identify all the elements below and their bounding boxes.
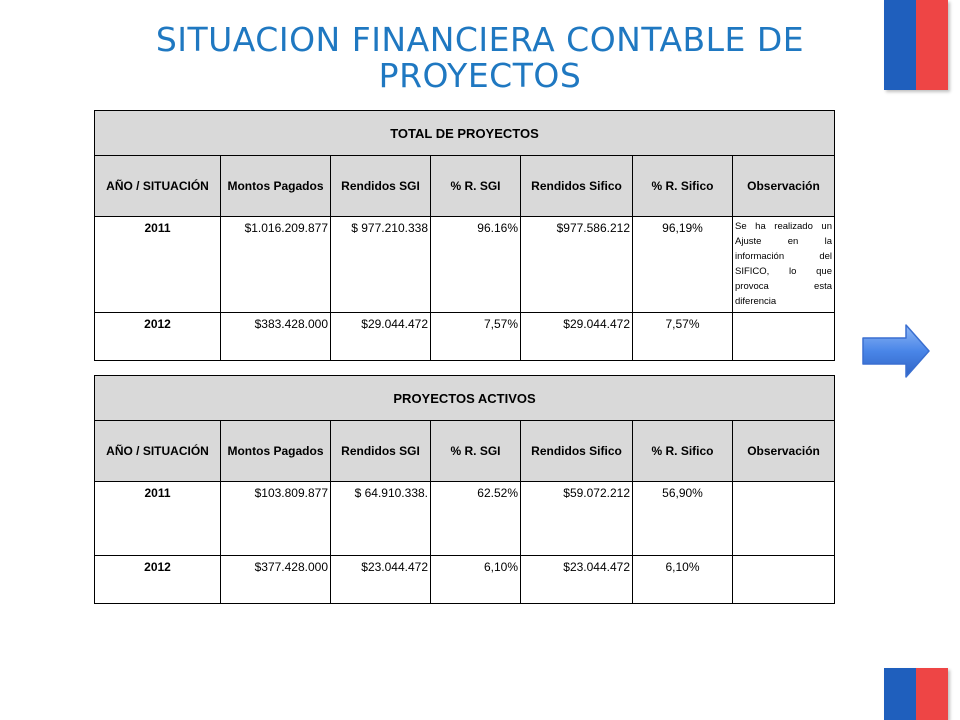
rendidos-sgi-cell: $ 977.210.338 — [331, 217, 431, 313]
rendidos-sgi-cell: $23.044.472 — [331, 556, 431, 604]
column-header: Rendidos Sifico — [521, 156, 633, 217]
column-header: AÑO / SITUACIÓN — [95, 421, 221, 482]
column-header: % R. SGI — [431, 421, 521, 482]
column-header: % R. Sifico — [633, 421, 733, 482]
total-proyectos-table — [94, 110, 835, 361]
montos-cell: $103.809.877 — [221, 482, 331, 556]
chile-flag-icon — [884, 668, 948, 720]
year-cell: 2012 — [95, 556, 221, 604]
montos-cell: $377.428.000 — [221, 556, 331, 604]
pct-sifico-cell: 7,57% — [633, 313, 733, 361]
pct-sgi-cell: 6,10% — [431, 556, 521, 604]
column-header: % R. SGI — [431, 156, 521, 217]
table-caption: PROYECTOS ACTIVOS — [95, 376, 835, 421]
column-header: Rendidos SGI — [331, 156, 431, 217]
pct-sgi-cell: 62.52% — [431, 482, 521, 556]
arrow-right-icon[interactable] — [860, 322, 932, 380]
pct-sifico-cell: 56,90% — [633, 482, 733, 556]
column-header: Montos Pagados — [221, 156, 331, 217]
pct-sifico-cell: 6,10% — [633, 556, 733, 604]
year-cell: 2012 — [95, 313, 221, 361]
table-caption: TOTAL DE PROYECTOS — [95, 111, 835, 156]
column-header: % R. Sifico — [633, 156, 733, 217]
rendidos-sgi-cell: $ 64.910.338. — [331, 482, 431, 556]
table-row — [95, 556, 835, 604]
rendidos-sifico-cell: $29.044.472 — [521, 313, 633, 361]
column-header: Observación — [733, 156, 835, 217]
year-cell: 2011 — [95, 482, 221, 556]
montos-cell: $1.016.209.877 — [221, 217, 331, 313]
table-row — [95, 217, 835, 313]
pct-sifico-cell: 96,19% — [633, 217, 733, 313]
montos-cell: $383.428.000 — [221, 313, 331, 361]
chile-flag-icon — [884, 0, 948, 90]
rendidos-sifico-cell: $59.072.212 — [521, 482, 633, 556]
rendidos-sifico-cell: $977.586.212 — [521, 217, 633, 313]
rendidos-sifico-cell: $23.044.472 — [521, 556, 633, 604]
page-title: SITUACION FINANCIERA CONTABLE DE PROYECTOS — [155, 20, 805, 95]
observacion-cell: Se ha realizado un Ajuste en la información del SIFICO, lo que provoca esta diferencia — [733, 217, 835, 313]
year-cell: 2011 — [95, 217, 221, 313]
column-header: Observación — [733, 421, 835, 482]
column-header: Rendidos Sifico — [521, 421, 633, 482]
table-row — [95, 482, 835, 556]
column-header: AÑO / SITUACIÓN — [95, 156, 221, 217]
proyectos-activos-table — [94, 375, 835, 604]
pct-sgi-cell: 7,57% — [431, 313, 521, 361]
observacion-cell — [733, 313, 835, 361]
column-header: Rendidos SGI — [331, 421, 431, 482]
table-row — [95, 313, 835, 361]
observacion-cell — [733, 556, 835, 604]
rendidos-sgi-cell: $29.044.472 — [331, 313, 431, 361]
column-header: Montos Pagados — [221, 421, 331, 482]
pct-sgi-cell: 96.16% — [431, 217, 521, 313]
observacion-cell — [733, 482, 835, 556]
